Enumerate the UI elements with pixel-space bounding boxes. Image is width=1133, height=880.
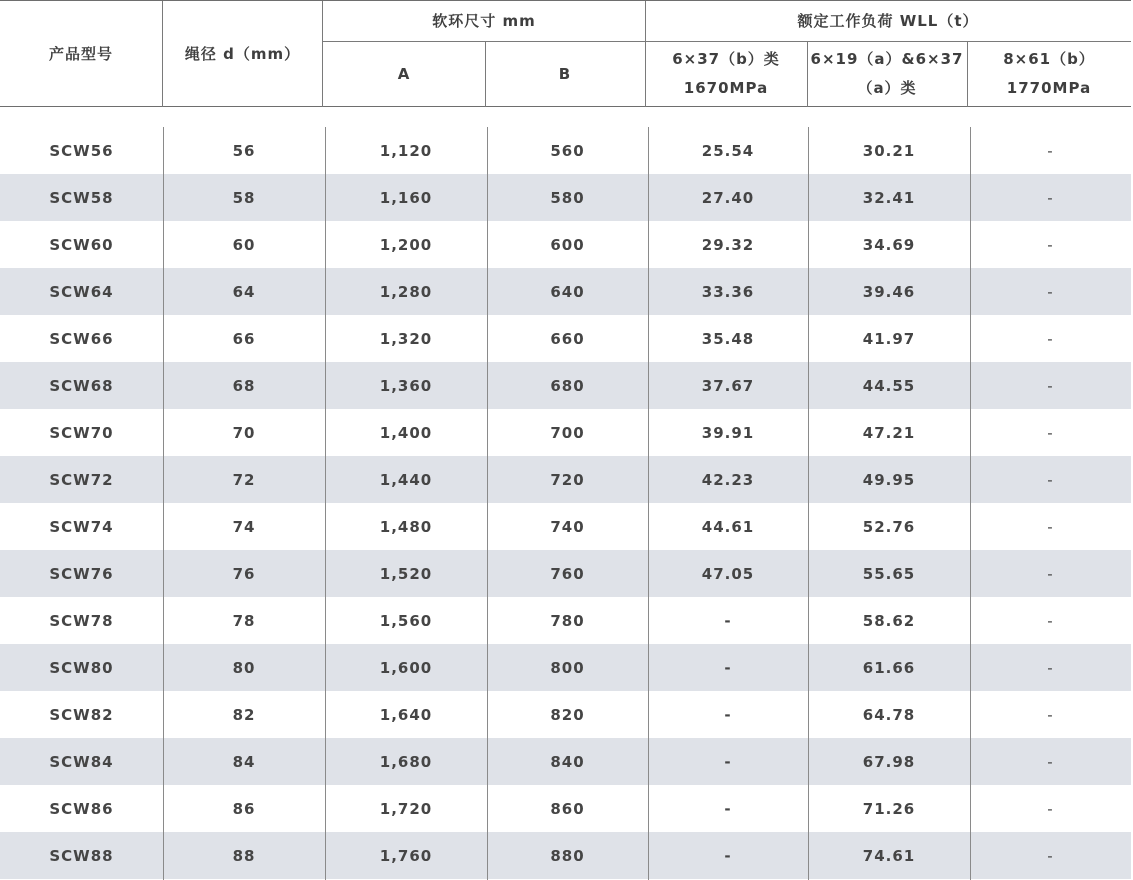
cell-dim-a: 1,440 [379,470,433,489]
cell-wll-class-1: 44.61 [701,517,755,536]
header-wll [645,1,1131,41]
header-rope-diameter-label: 绳径 d（mm） [184,44,301,63]
cell-rope-diameter: 76 [232,564,256,583]
cell-wll-class-1: 25.54 [701,141,755,160]
cell-model: SCW88 [49,846,114,865]
cell-dim-a: 1,560 [379,611,433,630]
cell-model: SCW66 [49,329,114,348]
cell-rope-diameter: 88 [232,846,256,865]
cell-wll-class-3: - [1047,423,1054,442]
header-sling-size-label: 软环尺寸 mm [432,11,536,30]
cell-wll-class-2: 71.26 [862,799,916,818]
cell-wll-class-1: 33.36 [701,282,755,301]
header-divider [645,1,646,107]
header-class-3-line-1: 8×61（b） [1003,50,1095,68]
cell-model: SCW60 [49,235,114,254]
cell-dim-a: 1,400 [379,423,433,442]
column-divider [325,127,326,880]
cell-dim-b: 860 [550,799,585,818]
table-row [0,738,1131,785]
cell-model: SCW72 [49,470,114,489]
cell-wll-class-3: - [1047,376,1054,395]
header-class-1-line-2: 1670MPa [683,79,769,97]
cell-wll-class-1: 27.40 [701,188,755,207]
cell-model: SCW58 [49,188,114,207]
cell-wll-class-2: 39.46 [862,282,916,301]
header-divider [162,1,163,107]
cell-rope-diameter: 68 [232,376,256,395]
header-dim-a-label: A [397,64,411,83]
cell-dim-a: 1,600 [379,658,433,677]
table-row [0,503,1131,550]
cell-wll-class-1: 47.05 [701,564,755,583]
cell-wll-class-2: 47.21 [862,423,916,442]
cell-dim-a: 1,520 [379,564,433,583]
header-dim-b-label: B [558,64,572,83]
header-divider [807,41,808,107]
cell-wll-class-3: - [1047,517,1054,536]
cell-dim-b: 680 [550,376,585,395]
header-class-2 [807,41,967,107]
column-divider [808,127,809,880]
header-class-2-line-2: （a）类 [857,79,917,97]
cell-rope-diameter: 64 [232,282,256,301]
cell-model: SCW86 [49,799,114,818]
cell-rope-diameter: 86 [232,799,256,818]
cell-wll-class-2: 64.78 [862,705,916,724]
cell-model: SCW78 [49,611,114,630]
cell-wll-class-1: - [724,752,732,771]
cell-dim-a: 1,280 [379,282,433,301]
header-model [0,1,162,107]
table-row [0,127,1131,174]
cell-dim-b: 820 [550,705,585,724]
cell-model: SCW82 [49,705,114,724]
cell-rope-diameter: 66 [232,329,256,348]
cell-wll-class-1: - [724,799,732,818]
table-header [0,0,1131,107]
cell-model: SCW56 [49,141,114,160]
cell-wll-class-2: 34.69 [862,235,916,254]
cell-dim-b: 600 [550,235,585,254]
cell-wll-class-3: - [1047,799,1054,818]
cell-wll-class-2: 74.61 [862,846,916,865]
cell-wll-class-1: - [724,846,732,865]
table-row [0,221,1131,268]
cell-rope-diameter: 58 [232,188,256,207]
cell-dim-b: 560 [550,141,585,160]
cell-wll-class-3: - [1047,329,1054,348]
header-divider [485,41,486,107]
table-row [0,832,1131,879]
header-dim-a [323,41,485,107]
header-divider [322,1,323,107]
cell-wll-class-2: 67.98 [862,752,916,771]
cell-model: SCW76 [49,564,114,583]
cell-wll-class-2: 30.21 [862,141,916,160]
cell-rope-diameter: 82 [232,705,256,724]
header-sling-size [323,1,645,41]
cell-wll-class-2: 58.62 [862,611,916,630]
cell-dim-b: 580 [550,188,585,207]
cell-rope-diameter: 70 [232,423,256,442]
cell-dim-b: 720 [550,470,585,489]
cell-wll-class-3: - [1047,752,1054,771]
table-row [0,644,1131,691]
cell-wll-class-2: 32.41 [862,188,916,207]
cell-wll-class-3: - [1047,141,1054,160]
cell-wll-class-1: 37.67 [701,376,755,395]
cell-wll-class-2: 61.66 [862,658,916,677]
cell-dim-b: 660 [550,329,585,348]
header-wll-label: 额定工作负荷 WLL（t） [797,11,979,30]
cell-dim-b: 700 [550,423,585,442]
cell-dim-b: 740 [550,517,585,536]
table-row [0,691,1131,738]
column-divider [970,127,971,880]
column-divider [487,127,488,880]
header-rope-diameter [162,1,323,107]
table-row [0,597,1131,644]
table-row [0,785,1131,832]
cell-wll-class-2: 52.76 [862,517,916,536]
header-divider [323,41,1131,42]
cell-wll-class-3: - [1047,705,1054,724]
cell-wll-class-3: - [1047,564,1054,583]
header-class-3-line-2: 1770MPa [1006,79,1092,97]
table-row [0,409,1131,456]
table-row [0,268,1131,315]
cell-dim-a: 1,680 [379,752,433,771]
cell-rope-diameter: 78 [232,611,256,630]
cell-wll-class-3: - [1047,282,1054,301]
cell-wll-class-3: - [1047,235,1054,254]
cell-wll-class-1: - [724,658,732,677]
cell-rope-diameter: 74 [232,517,256,536]
cell-dim-b: 840 [550,752,585,771]
cell-wll-class-3: - [1047,846,1054,865]
cell-dim-a: 1,640 [379,705,433,724]
cell-model: SCW84 [49,752,114,771]
cell-wll-class-2: 44.55 [862,376,916,395]
column-divider [163,127,164,880]
table-row [0,362,1131,409]
header-model-label: 产品型号 [48,44,113,63]
column-divider [648,127,649,880]
header-class-3 [967,41,1131,107]
cell-model: SCW80 [49,658,114,677]
cell-wll-class-2: 55.65 [862,564,916,583]
table-body [0,127,1131,879]
cell-model: SCW70 [49,423,114,442]
cell-wll-class-3: - [1047,188,1054,207]
header-divider [967,41,968,107]
cell-dim-a: 1,320 [379,329,433,348]
cell-dim-a: 1,720 [379,799,433,818]
cell-wll-class-3: - [1047,470,1054,489]
cell-wll-class-2: 49.95 [862,470,916,489]
cell-wll-class-1: 29.32 [701,235,755,254]
cell-model: SCW74 [49,517,114,536]
table-row [0,456,1131,503]
cell-dim-a: 1,480 [379,517,433,536]
cell-wll-class-2: 41.97 [862,329,916,348]
header-class-2-line-1: 6×19（a）&6×37 [810,50,964,68]
cell-wll-class-1: 35.48 [701,329,755,348]
cell-wll-class-1: 39.91 [701,423,755,442]
table-row [0,550,1131,597]
table-row [0,315,1131,362]
cell-model: SCW64 [49,282,114,301]
cell-rope-diameter: 84 [232,752,256,771]
cell-wll-class-1: - [724,611,732,630]
cell-dim-a: 1,120 [379,141,433,160]
cell-wll-class-1: 42.23 [701,470,755,489]
header-class-1 [645,41,807,107]
cell-wll-class-3: - [1047,658,1054,677]
cell-dim-b: 760 [550,564,585,583]
cell-dim-a: 1,160 [379,188,433,207]
cell-wll-class-1: - [724,705,732,724]
table-row [0,174,1131,221]
header-class-1-line-1: 6×37（b）类 [672,50,780,68]
cell-model: SCW68 [49,376,114,395]
cell-dim-a: 1,360 [379,376,433,395]
cell-rope-diameter: 72 [232,470,256,489]
cell-dim-b: 640 [550,282,585,301]
cell-dim-a: 1,200 [379,235,433,254]
cell-rope-diameter: 56 [232,141,256,160]
header-dim-b [485,41,645,107]
cell-rope-diameter: 60 [232,235,256,254]
cell-dim-b: 800 [550,658,585,677]
cell-wll-class-3: - [1047,611,1054,630]
cell-dim-b: 880 [550,846,585,865]
cell-dim-a: 1,760 [379,846,433,865]
cell-rope-diameter: 80 [232,658,256,677]
cell-dim-b: 780 [550,611,585,630]
